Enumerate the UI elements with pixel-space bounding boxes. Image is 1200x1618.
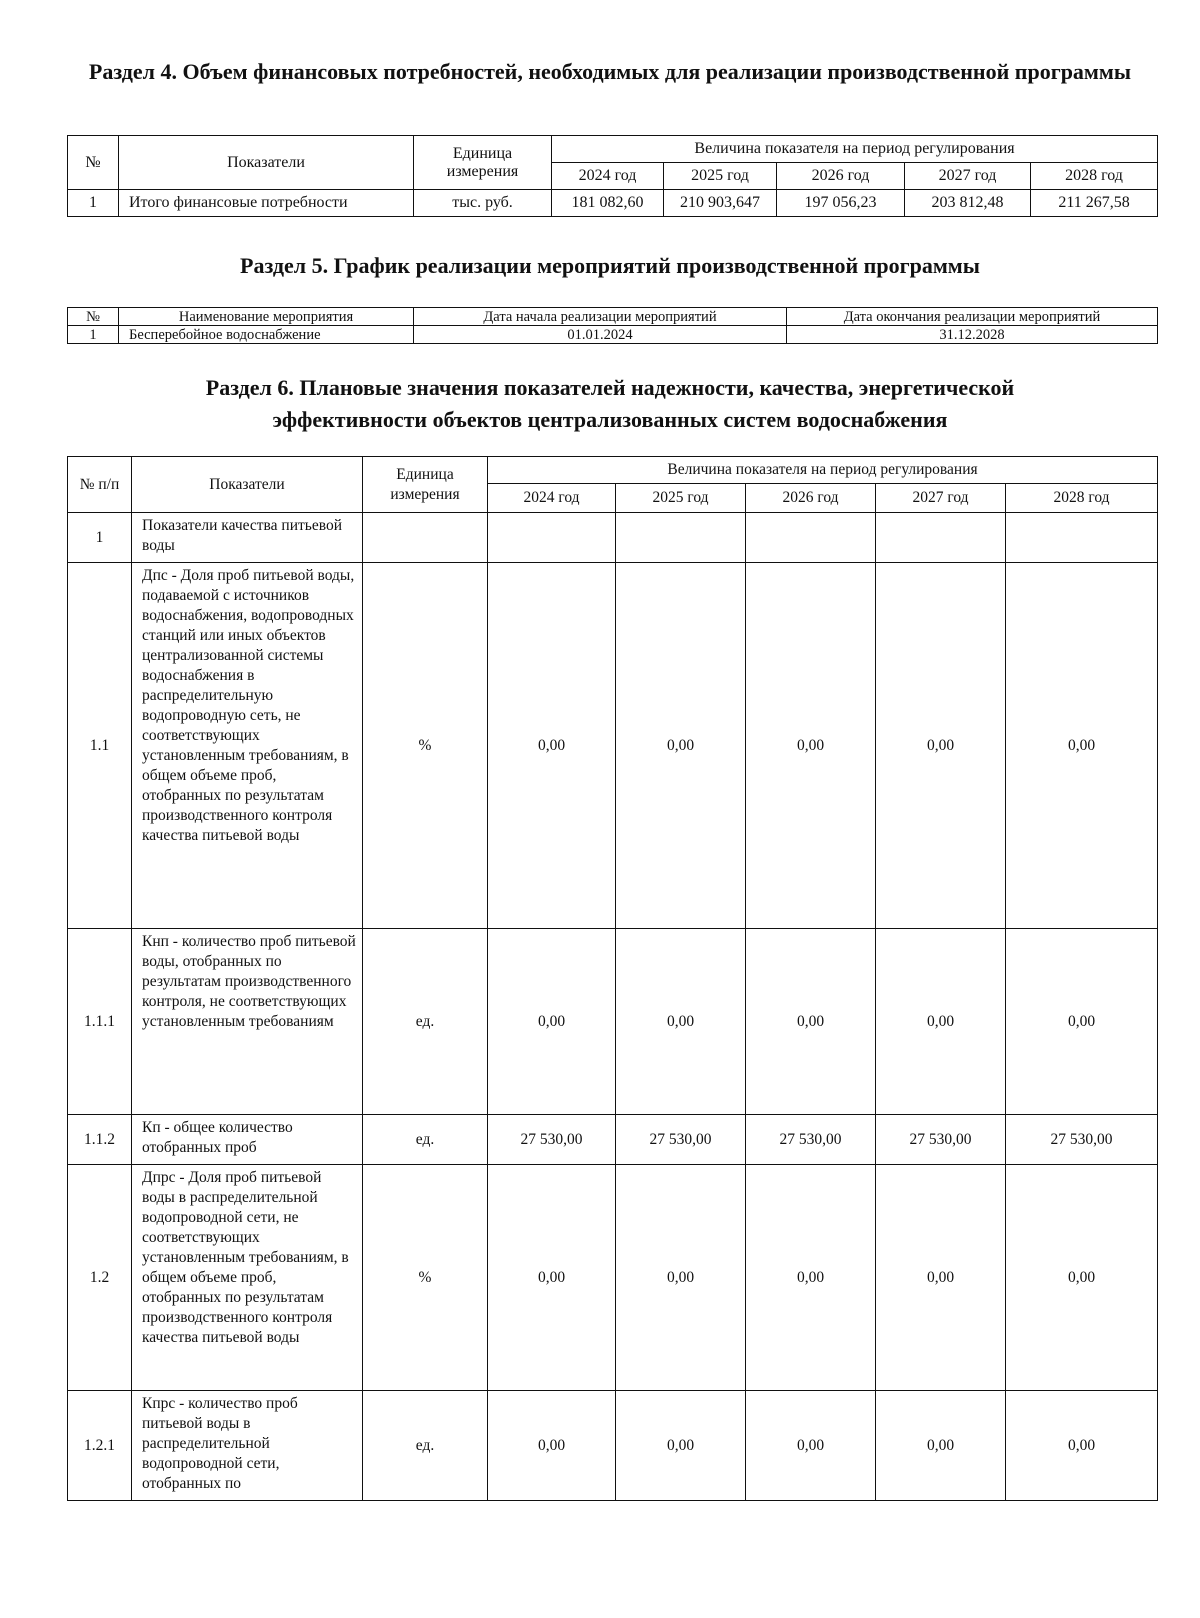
section6-title bbox=[60, 372, 1160, 436]
row-value: 0,00 bbox=[616, 1165, 746, 1391]
row-value: 27 530,00 bbox=[876, 1115, 1006, 1165]
row-unit: тыс. руб. bbox=[414, 190, 552, 217]
table-row bbox=[68, 1391, 1158, 1501]
header-year: 2026 год bbox=[777, 163, 905, 190]
row-value: 0,00 bbox=[876, 563, 1006, 929]
header-period: Величина показателя на период регулирования bbox=[552, 136, 1158, 163]
row-value: 203 812,48 bbox=[905, 190, 1031, 217]
row-name: Показатели качества питьевой воды bbox=[132, 513, 363, 563]
row-value: 0,00 bbox=[1006, 1391, 1158, 1501]
header-year: 2026 год bbox=[746, 484, 876, 513]
row-name: Кпрс - количество проб питьевой воды в распределительной водопроводной сети, отобранных по bbox=[132, 1391, 363, 1501]
header-name: Наименование мероприятия bbox=[119, 308, 414, 326]
row-unit: % bbox=[363, 1165, 488, 1391]
row-value: 0,00 bbox=[488, 1165, 616, 1391]
row-name: Кнп - количество проб питьевой воды, отобранных по результатам производственного контроля, не соответствующих установленным требованиям bbox=[132, 929, 363, 1115]
row-value bbox=[746, 513, 876, 563]
row-unit: % bbox=[363, 563, 488, 929]
row-value: 27 530,00 bbox=[616, 1115, 746, 1165]
row-num: 1 bbox=[68, 326, 119, 344]
row-unit bbox=[363, 513, 488, 563]
row-name: Дпс - Доля проб питьевой воды, подаваемой с источников водоснабжения, водопроводных станций или иных объектов централизованной системы водоснабжения в распределительную водопроводную сеть, не соответствующих установленным требованиям, в общем объеме проб, отобранных по результатам производственного контроля качества питьевой воды bbox=[132, 563, 363, 929]
header-unit: Единица измерения bbox=[414, 136, 552, 190]
table-row bbox=[68, 190, 1158, 217]
row-num: 1.1.2 bbox=[68, 1115, 132, 1165]
section6-title-line2: эффективности объектов централизованных систем водоснабжения bbox=[272, 407, 948, 432]
row-value: 0,00 bbox=[616, 1391, 746, 1501]
header-year: 2028 год bbox=[1006, 484, 1158, 513]
table-row bbox=[68, 326, 1158, 344]
section4-table bbox=[67, 135, 1158, 217]
row-value: 0,00 bbox=[1006, 1165, 1158, 1391]
row-value: 0,00 bbox=[616, 563, 746, 929]
row-unit: ед. bbox=[363, 1115, 488, 1165]
header-year: 2025 год bbox=[664, 163, 777, 190]
row-num: 1.2.1 bbox=[68, 1391, 132, 1501]
row-value bbox=[616, 513, 746, 563]
table-row bbox=[68, 1165, 1158, 1391]
row-value: 27 530,00 bbox=[746, 1115, 876, 1165]
row-value: 27 530,00 bbox=[1006, 1115, 1158, 1165]
row-name: Итого финансовые потребности bbox=[119, 190, 414, 217]
row-num: 1.2 bbox=[68, 1165, 132, 1391]
header-indicators: Показатели bbox=[119, 136, 414, 190]
row-value: 0,00 bbox=[746, 1165, 876, 1391]
header-indicators: Показатели bbox=[132, 457, 363, 513]
header-start: Дата начала реализации мероприятий bbox=[414, 308, 787, 326]
row-value: 0,00 bbox=[876, 1165, 1006, 1391]
row-value: 0,00 bbox=[746, 929, 876, 1115]
row-value: 210 903,647 bbox=[664, 190, 777, 217]
section6-title-line1: Раздел 6. Плановые значения показателей надежности, качества, энергетической bbox=[205, 375, 1015, 400]
row-name: Кп - общее количество отобранных проб bbox=[132, 1115, 363, 1165]
section6-table bbox=[67, 456, 1158, 1501]
row-name: Бесперебойное водоснабжение bbox=[119, 326, 414, 344]
row-unit: ед. bbox=[363, 929, 488, 1115]
section5-table bbox=[67, 307, 1158, 344]
row-num: 1.1.1 bbox=[68, 929, 132, 1115]
header-year: 2024 год bbox=[488, 484, 616, 513]
header-year: 2027 год bbox=[876, 484, 1006, 513]
row-num: 1 bbox=[68, 513, 132, 563]
table-row bbox=[68, 563, 1158, 929]
row-value: 0,00 bbox=[876, 1391, 1006, 1501]
row-value: 211 267,58 bbox=[1031, 190, 1158, 217]
header-unit: Единица измерения bbox=[363, 457, 488, 513]
row-value: 0,00 bbox=[488, 563, 616, 929]
row-num: 1.1 bbox=[68, 563, 132, 929]
row-value: 0,00 bbox=[876, 929, 1006, 1115]
table-row bbox=[68, 929, 1158, 1115]
row-value bbox=[876, 513, 1006, 563]
header-year: 2027 год bbox=[905, 163, 1031, 190]
row-unit: ед. bbox=[363, 1391, 488, 1501]
row-value bbox=[1006, 513, 1158, 563]
header-year: 2025 год bbox=[616, 484, 746, 513]
header-num: № bbox=[68, 308, 119, 326]
header-year: 2024 год bbox=[552, 163, 664, 190]
table-row bbox=[68, 1115, 1158, 1165]
row-value: 0,00 bbox=[746, 1391, 876, 1501]
header-num: № п/п bbox=[68, 457, 132, 513]
row-start: 01.01.2024 bbox=[414, 326, 787, 344]
row-num: 1 bbox=[68, 190, 119, 217]
row-value: 197 056,23 bbox=[777, 190, 905, 217]
row-name: Дпрс - Доля проб питьевой воды в распределительной водопроводной сети, не соответствующих установленным требованиям, в общем объеме проб, отобранных по результатам производственного контроля качества питьевой воды bbox=[132, 1165, 363, 1391]
row-value: 0,00 bbox=[1006, 563, 1158, 929]
section4-title: Раздел 4. Объем финансовых потребностей, необходимых для реализации производственной программы bbox=[88, 59, 1132, 84]
header-end: Дата окончания реализации мероприятий bbox=[787, 308, 1158, 326]
table-row bbox=[68, 513, 1158, 563]
row-value: 0,00 bbox=[746, 563, 876, 929]
row-value: 0,00 bbox=[488, 1391, 616, 1501]
header-year: 2028 год bbox=[1031, 163, 1158, 190]
row-value bbox=[488, 513, 616, 563]
row-value: 0,00 bbox=[1006, 929, 1158, 1115]
header-period: Величина показателя на период регулирования bbox=[488, 457, 1158, 484]
header-num: № bbox=[68, 136, 119, 190]
row-value: 27 530,00 bbox=[488, 1115, 616, 1165]
row-value: 0,00 bbox=[488, 929, 616, 1115]
row-end: 31.12.2028 bbox=[787, 326, 1158, 344]
row-value: 181 082,60 bbox=[552, 190, 664, 217]
row-value: 0,00 bbox=[616, 929, 746, 1115]
section5-title: Раздел 5. График реализации мероприятий производственной программы bbox=[240, 253, 980, 278]
